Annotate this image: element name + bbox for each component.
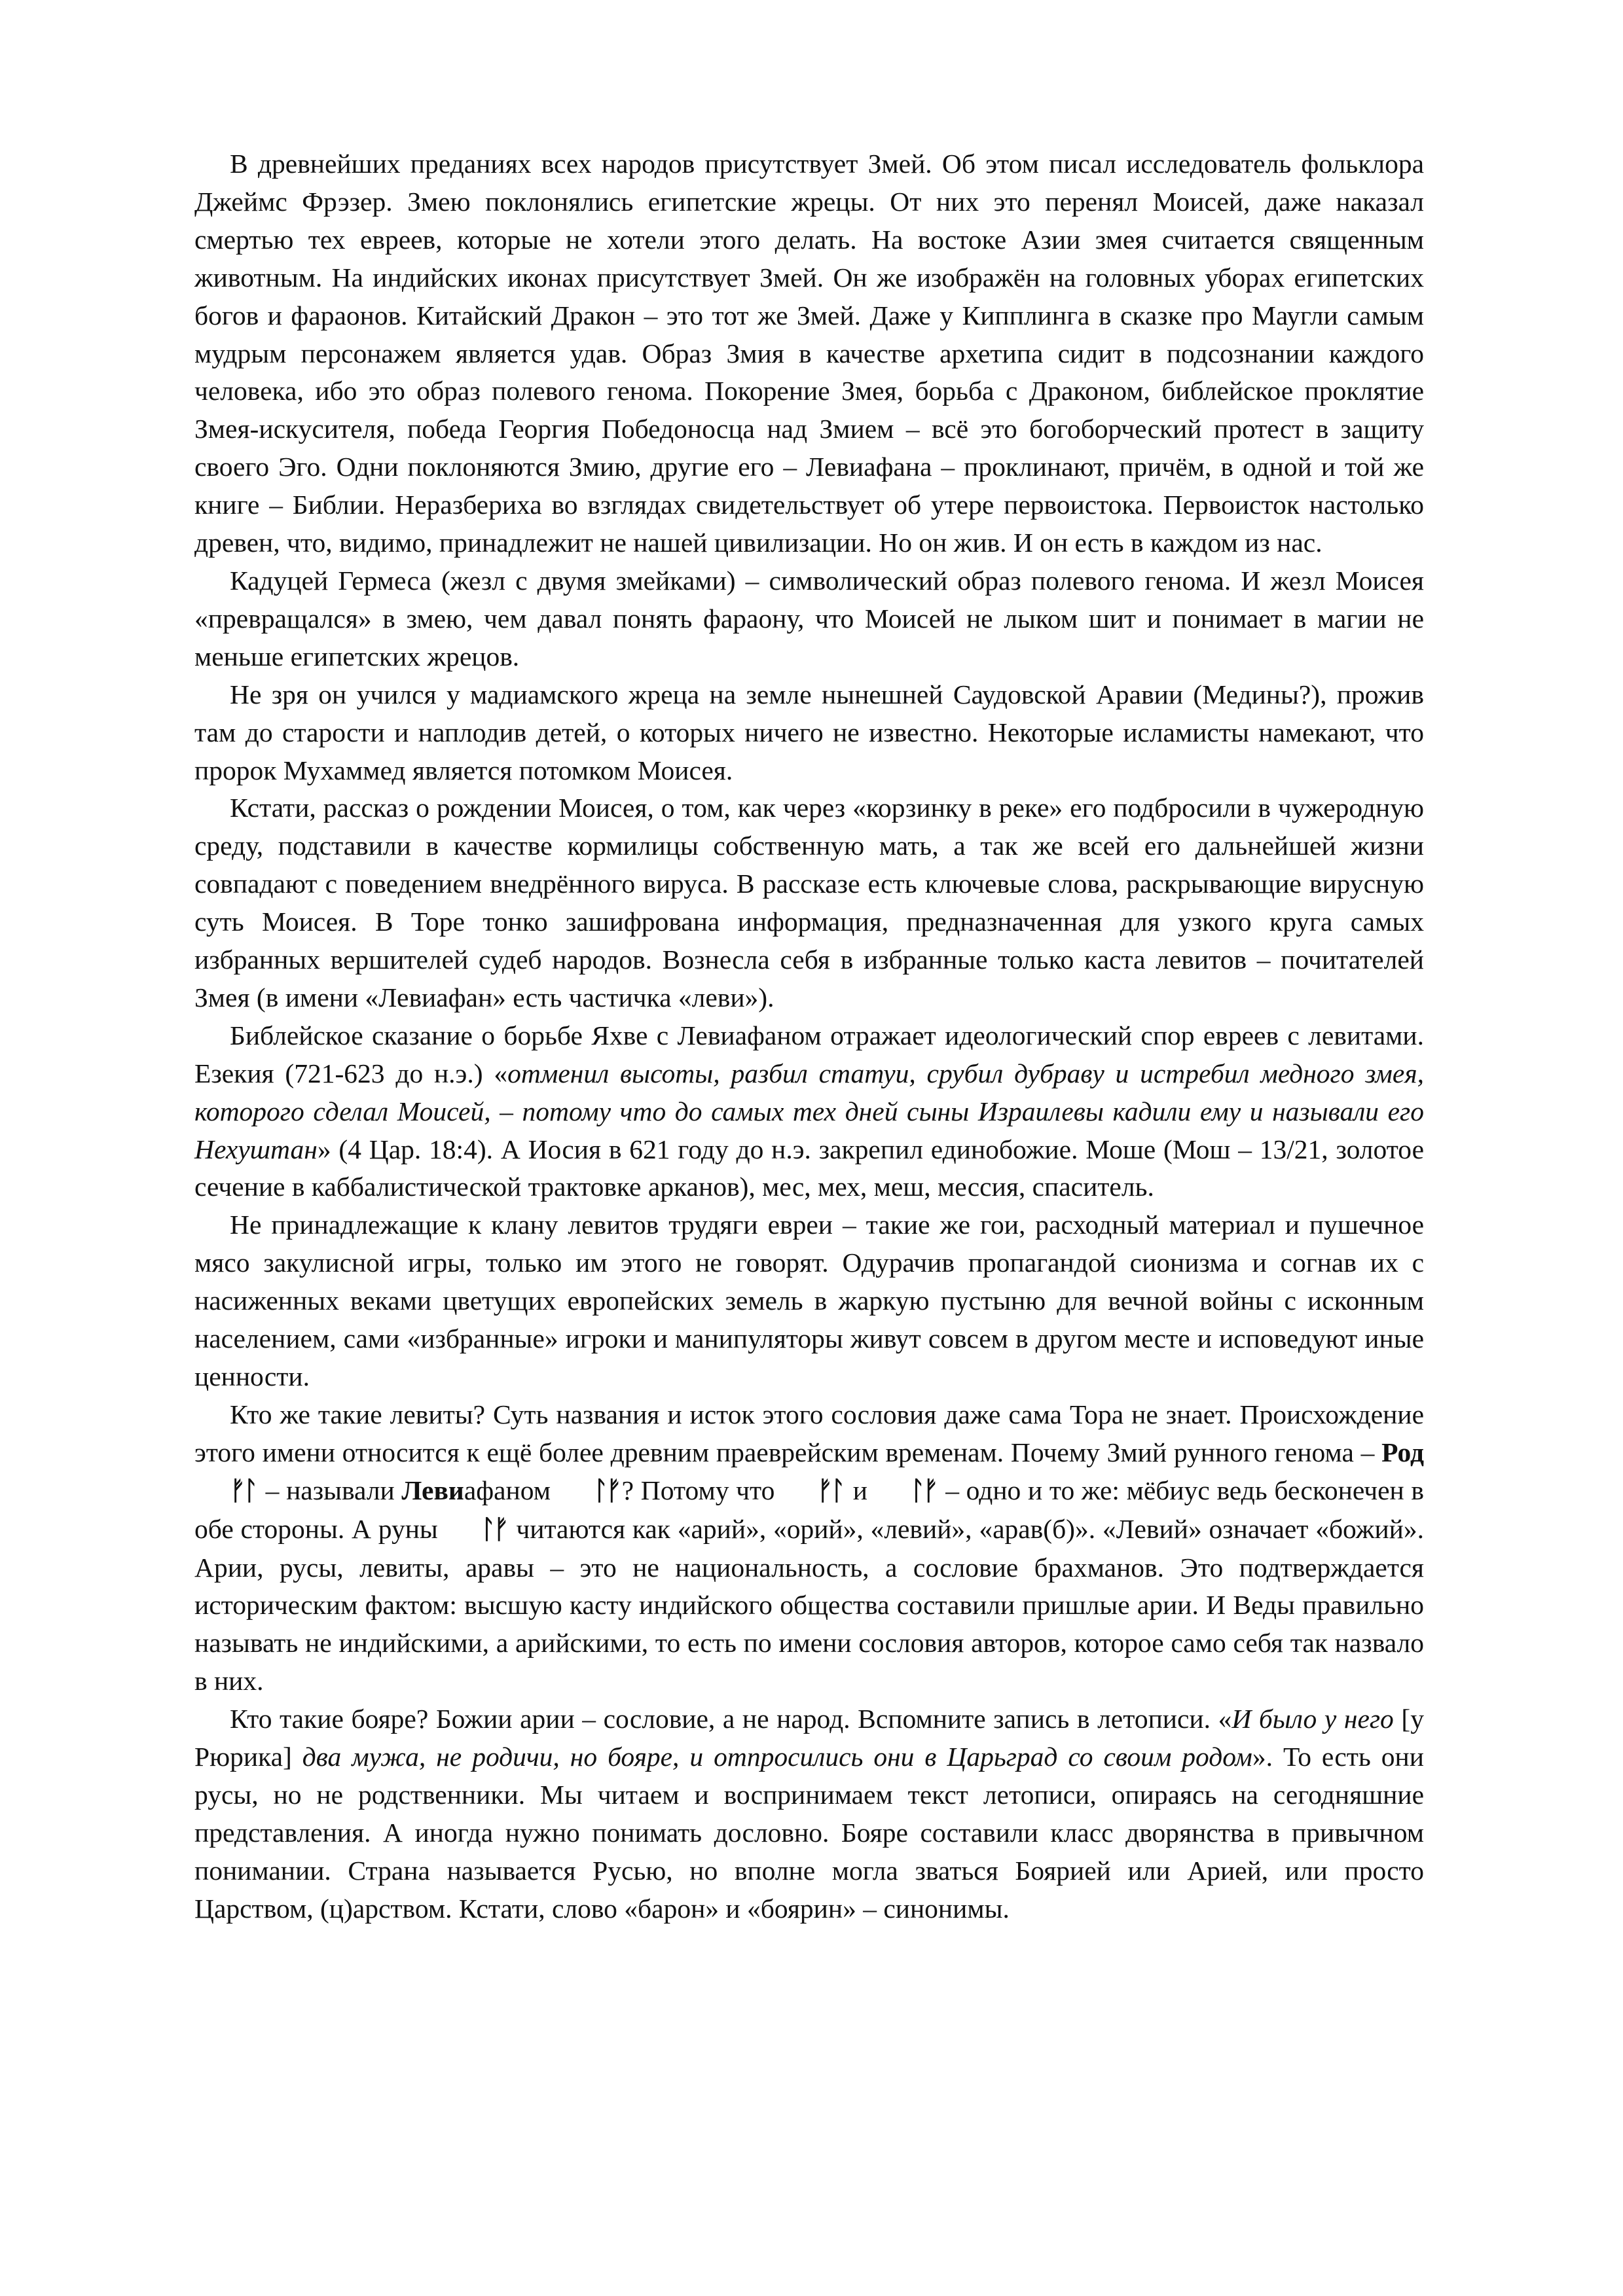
paragraph-2 xyxy=(194,562,1424,676)
text-run: афаном xyxy=(464,1475,558,1505)
text-run: – называли xyxy=(259,1475,402,1505)
paragraph-7 xyxy=(194,1396,1424,1700)
bold-term: Род xyxy=(1381,1437,1424,1467)
text-run: – одно и то же: мёбиус ведь бесконечен в обе стороны. А руны xyxy=(194,1475,1424,1544)
text-run: Не принадлежащие к клану левитов трудяги евреи – такие же гои, расходный материал и пушечное мясо закулисной игры, только им этого не говорят. Одурачив пропагандой сионизма и согнав их с насиженных веками цветущих европейских земель в жаркую пустыню для вечной войны с исконным населением, сами «избранные» игроки и манипуляторы живут совсем в другом месте и исповедуют иные ценности. xyxy=(194,1210,1424,1391)
quote-italic: отменил высоты, разбил статуи, срубил дубраву и истребил медного змея, которого сделал Моисей, – потому что до самых тех дней сыны Израилевы кадили ему и называли его Нехуштан xyxy=(194,1058,1424,1164)
text-run: » (4 Цар. 18:4). А Иосия в 621 году до н.э. закрепил единобожие. Моше (Мош – 13/21, золотое сечение в каббалистической трактовке арканов), мес, мех, меш, мессия, спаситель. xyxy=(194,1134,1424,1202)
paragraph-8 xyxy=(194,1700,1424,1928)
text-run: Не зря он учился у мадиамского жреца на земле нынешней Саудовской Аравии (Медины?), прожив там до старости и наплодив детей, о которых ничего не известно. Некоторые исламисты намекают, что пророк Мухаммед является потомком Моисея. xyxy=(194,679,1424,785)
text-run: Кадуцей Гермеса (жезл с двумя змейками) – символический образ полевого генома. И жезл Моисея «превращался» в змею, чем давал понять фараону, что Моисей не лыком шит и понимает в магии не меньше египетских жрецов. xyxy=(194,565,1424,672)
rune-glyph: ᚠᛚ xyxy=(817,1475,844,1506)
paragraph-6 xyxy=(194,1206,1424,1396)
text-run: и xyxy=(846,1475,875,1505)
rune-glyph: ᚠᛚ xyxy=(230,1475,256,1506)
paragraph-1 xyxy=(194,145,1424,562)
paragraph-3 xyxy=(194,676,1424,790)
bold-term: Леви xyxy=(401,1475,464,1505)
text-run: Кстати, рассказ о рождении Моисея, о том, как через «корзинку в реке» его подбросили в чужеродную среду, подставили в качестве кормилицы собственную мать, а так же всей его дальнейшей жизни совпадают с поведением внедрённого вируса. В рассказе есть ключевые слова, раскрывающие вирусную суть Моисея. В Торе тонко зашифрована информация, предназначенная для узкого круга самых избранных вершителей судеб народов. Вознесла себя в избранные только каста левитов – почитателей Змея (в имени «Левиафан» есть частичка «леви»). xyxy=(194,793,1424,1013)
text-run: Кто такие бояре? Божии арии – сословие, а не народ. Вспомните запись в летописи. « xyxy=(230,1704,1232,1734)
paragraph-4 xyxy=(194,789,1424,1016)
paragraph-5 xyxy=(194,1017,1424,1207)
body-text xyxy=(194,145,1424,1928)
rune-glyph: ᛚᚠ xyxy=(909,1475,936,1506)
text-run: Кто же такие левиты? Суть названия и исток этого сословия даже сама Тора не знает. Происхождение этого имени относится к ещё более древним праеврейским временам. Почему Змий рунного генома – xyxy=(194,1399,1424,1467)
text-run: [у Рюрика] xyxy=(194,1704,1424,1772)
text-run: ? Потому что xyxy=(621,1475,782,1505)
rune-glyph: ᛚᚠ xyxy=(480,1514,507,1545)
quote-italic: два мужа, не родичи, но бояре, и отпросились они в Царьград со своим родом xyxy=(302,1742,1252,1772)
quote-italic: И было у него xyxy=(1231,1704,1394,1734)
rune-glyph: ᛚᚠ xyxy=(593,1475,619,1506)
text-run: читаются как «арий», «орий», «левий», «арав(б)». «Левий» означает «божий». Арии, русы, левиты, аравы – это не национальность, а сословие брахманов. Это подтверждается историческим фактом: высшую касту индийского общества составили пришлые арии. И Веды правильно называть не индийскими, а арийскими, то есть по имени сословия авторов, которое само себя так назвало в них. xyxy=(194,1513,1424,1696)
text-run: В древнейших преданиях всех народов присутствует Змей. Об этом писал исследователь фольклора Джеймс Фрэзер. Змею поклонялись египетские жрецы. От них это перенял Моисей, даже наказал смертью тех евреев, которые не хотели этого делать. На востоке Азии змея считается священным животным. На индийских иконах присутствует Змей. Он же изображён на головных уборах египетских богов и фараонов. Китайский Дракон – это тот же Змей. Даже у Кипплинга в сказке про Маугли самым мудрым персонажем является удав. Образ Змия в качестве архетипа сидит в подсознании каждого человека, ибо это образ полевого генома. Покорение Змея, борьба с Драконом, библейское проклятие Змея-искусителя, победа Георгия Победоносца над Змием – всё это богоборческий протест в защиту своего Эго. Одни поклоняются Змию, другие его – Левиафана – проклинают, причём, в одной и той же книге – Библии. Неразбериха во взглядах свидетельствует об утере первоистока. Первоисток настолько древен, что, видимо, принадлежит не нашей цивилизации. Но он жив. И он есть в каждом из нас. xyxy=(194,149,1424,558)
text-run: Библейское сказание о борьбе Яхве с Левиафаном отражает идеологический спор евреев с левитами. Езекия (721-623 до н.э.) « xyxy=(194,1020,1424,1088)
text-run: ». То есть они русы, но не родственники. Мы читаем и воспринимаем текст летописи, опираясь на сегодняшние представления. А иногда нужно понимать дословно. Бояре составили класс дворянства в привычном понимании. Страна называется Русью, но вполне могла зваться Боярией или Арией, или просто Царством, (ц)арством. Кстати, слово «барон» и «боярин» – синонимы. xyxy=(194,1742,1424,1924)
